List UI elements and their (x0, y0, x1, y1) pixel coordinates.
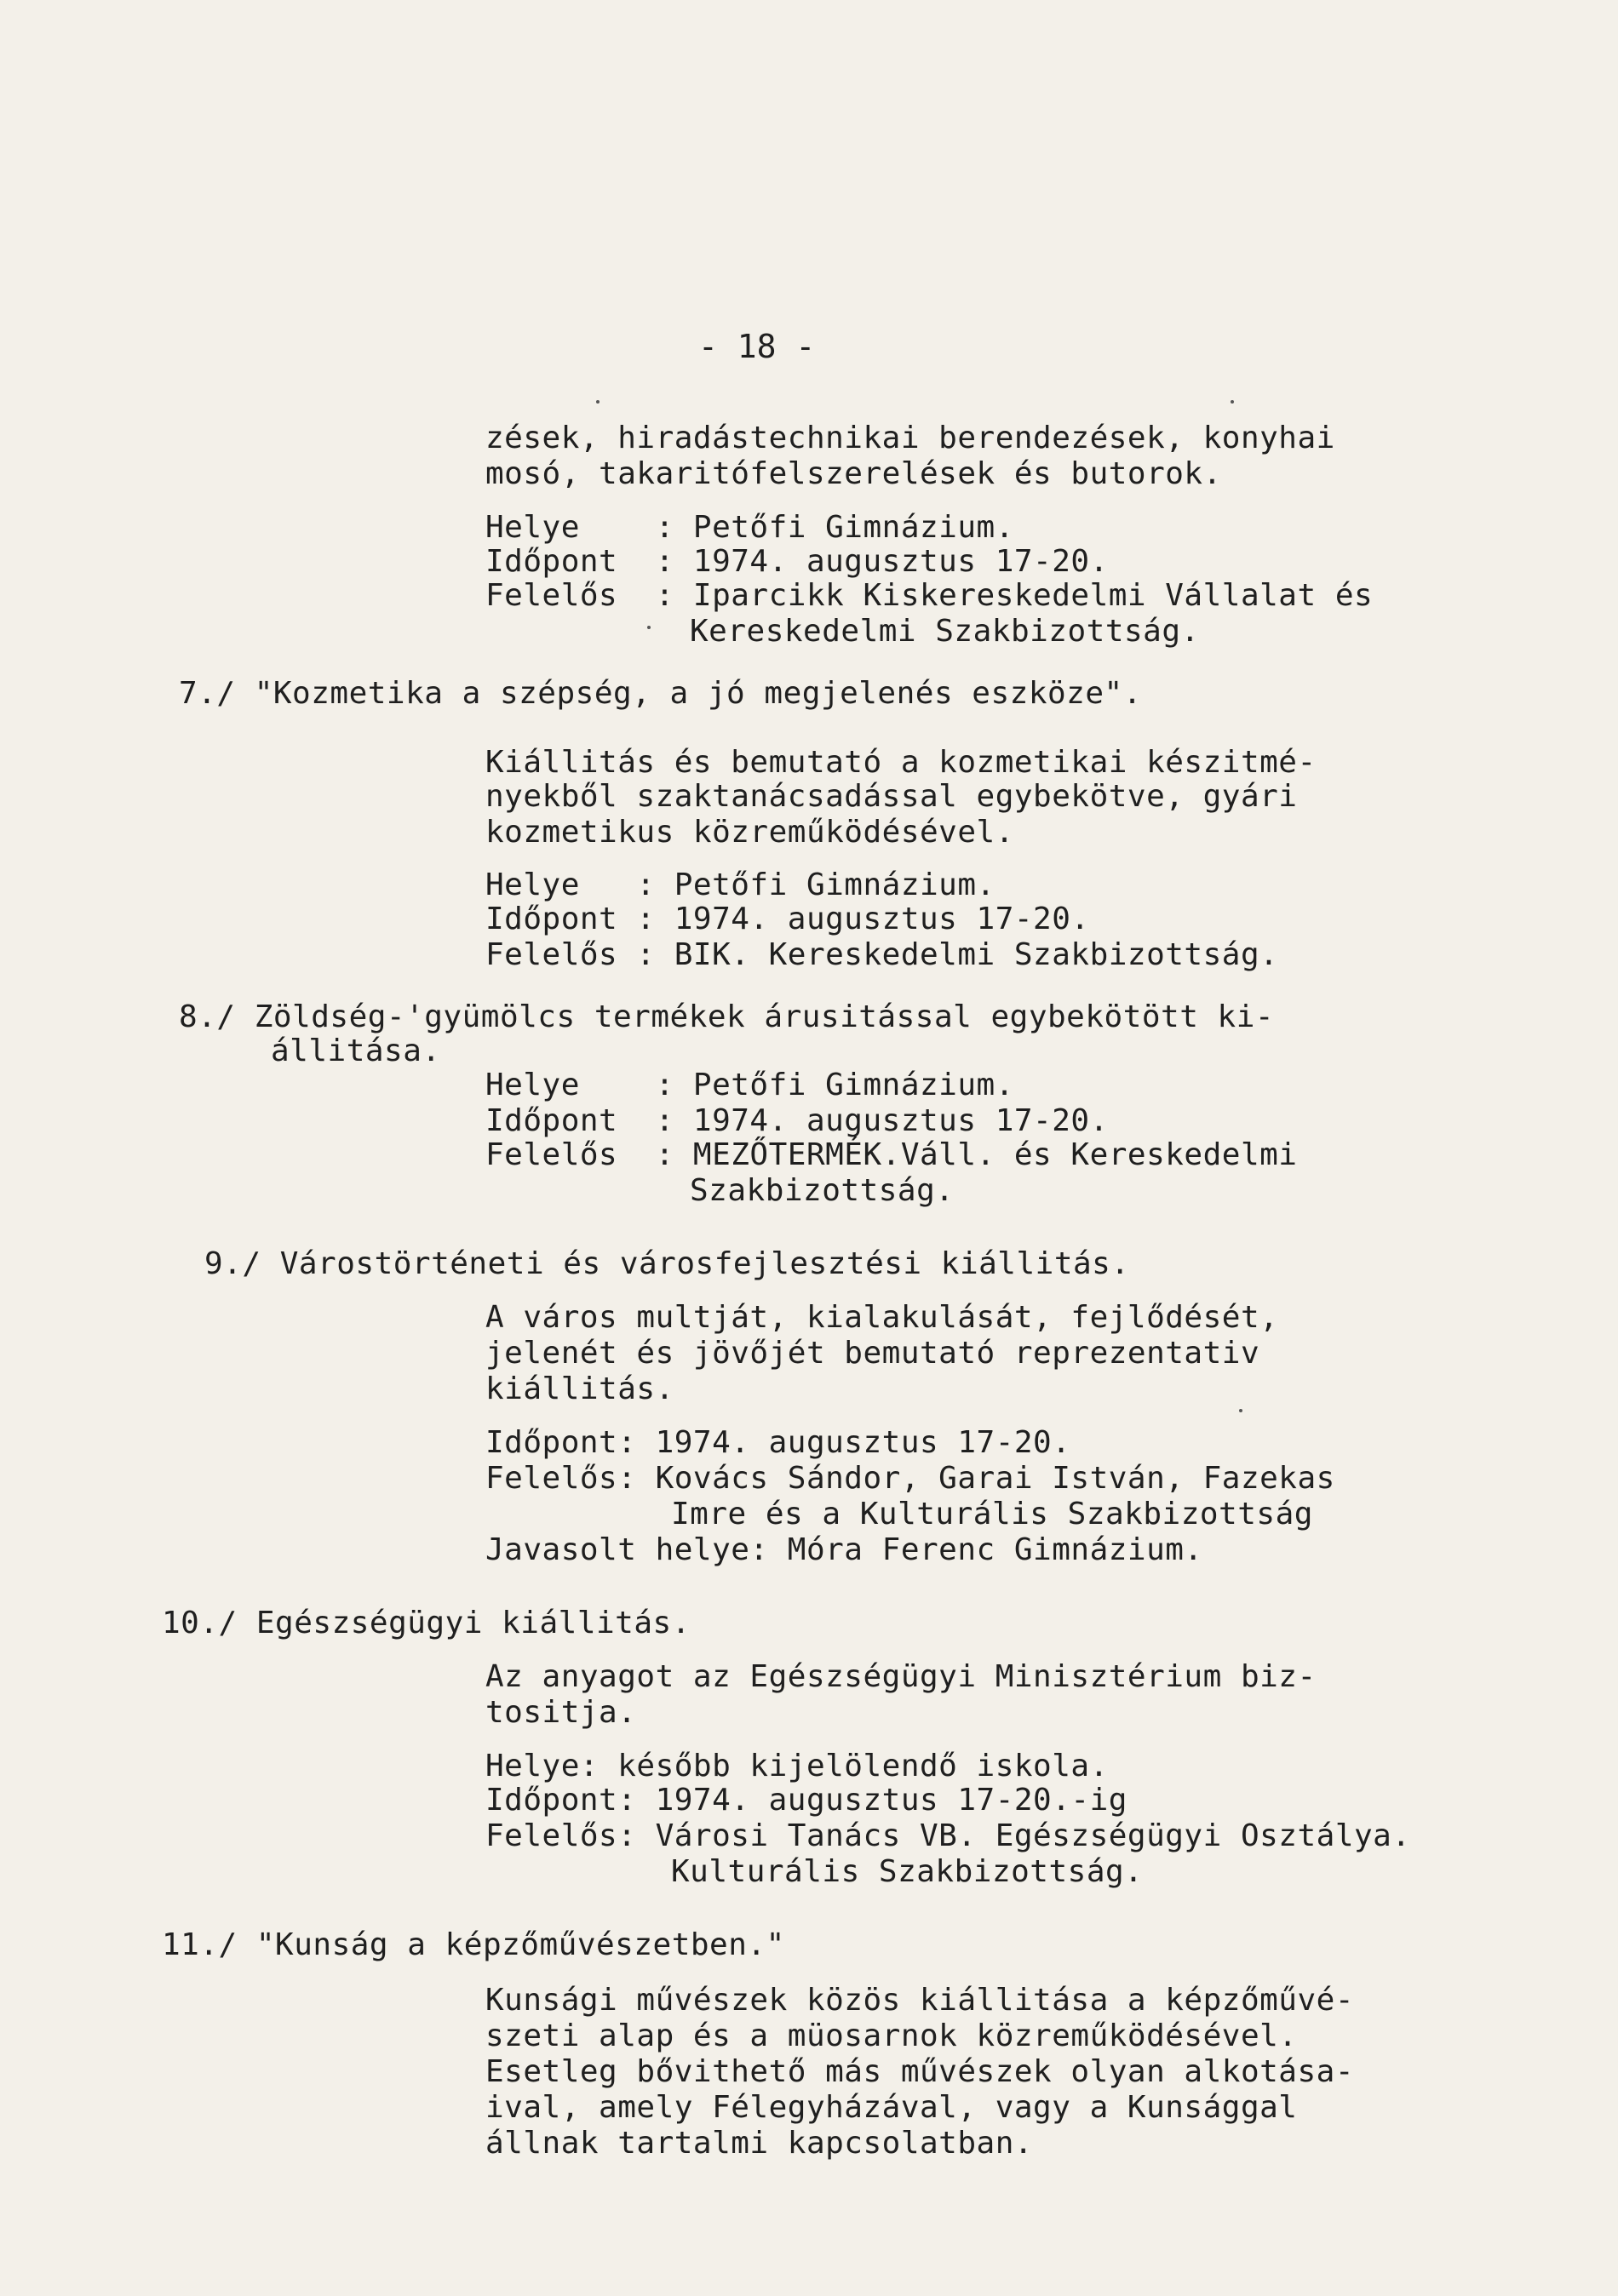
text-line: mosó, takaritófelszerelések és butorok. (485, 456, 1222, 491)
ink-speck (647, 626, 651, 629)
text-line: szeti alap és a müosarnok közreműködésével. (485, 2018, 1298, 2053)
text-line: Felelős : Iparcikk Kiskereskedelmi Vállalat és (485, 578, 1374, 613)
text-line: Javasolt helye: Móra Ferenc Gimnázium. (485, 1532, 1203, 1567)
text-line: állitása. (271, 1033, 441, 1068)
text-line: Időpont: 1974. augusztus 17-20.-ig (485, 1783, 1127, 1818)
text-line: 10./ Egészségügyi kiállitás. (162, 1606, 691, 1640)
text-line: Esetleg bővithető más művészek olyan alkotása- (485, 2054, 1354, 2089)
text-line: 9./ Várostörténeti és városfejlesztési kiállitás. (204, 1246, 1130, 1281)
text-line: Kiállitás és bemutató a kozmetikai készitmé- (485, 745, 1317, 780)
text-line: tositja. (485, 1695, 637, 1730)
text-line: Helye : Petőfi Gimnázium. (485, 867, 995, 902)
ink-speck (1239, 1409, 1242, 1412)
text-line: Helye: később kijelölendő iskola. (485, 1749, 1109, 1784)
text-line: Időpont : 1974. augusztus 17-20. (485, 1103, 1109, 1138)
text-line: 7./ "Kozmetika a szépség, a jó megjelenés eszköze". (179, 676, 1142, 711)
text-line: nyekből szaktanácsadással egybekötve, gyári (485, 779, 1298, 814)
text-line: Időpont : 1974. augusztus 17-20. (485, 902, 1090, 936)
text-line: Az anyagot az Egészségügyi Minisztérium biz- (485, 1659, 1317, 1694)
text-line: 8./ Zöldség-'gyümölcs termékek árusitással egybekötött ki- (179, 999, 1275, 1034)
text-line: Felelős: Kovács Sándor, Garai István, Fazekas (485, 1461, 1335, 1496)
text-line: ival, amely Félegyházával, vagy a Kunsággal (485, 2090, 1298, 2125)
text-line: Helye : Petőfi Gimnázium. (485, 1068, 1014, 1102)
text-line: Időpont: 1974. augusztus 17-20. (485, 1425, 1071, 1460)
text-line: Kunsági művészek közös kiállitása a képzőművé- (485, 1983, 1354, 2018)
text-line: állnak tartalmi kapcsolatban. (485, 2126, 1034, 2161)
text-line: Szakbizottság. (690, 1173, 955, 1208)
text-line: Időpont : 1974. augusztus 17-20. (485, 544, 1109, 579)
text-line: A város multját, kialakulását, fejlődését, (485, 1300, 1279, 1335)
text-line: kiállitás. (485, 1371, 674, 1406)
ink-speck (1231, 400, 1234, 404)
text-line: kozmetikus közreműködésével. (485, 815, 1014, 850)
text-line: zések, hiradástechnikai berendezések, konyhai (485, 421, 1335, 455)
text-line: jelenét és jövőjét bemutató reprezentativ (485, 1336, 1260, 1371)
text-line: Kereskedelmi Szakbizottság. (690, 614, 1200, 649)
text-line: Imre és a Kulturális Szakbizottság (671, 1497, 1313, 1532)
ink-speck (596, 400, 600, 404)
text-line: 11./ "Kunság a képzőművészetben." (162, 1927, 785, 1962)
text-line: Kulturális Szakbizottság. (671, 1854, 1144, 1889)
text-line: Helye : Petőfi Gimnázium. (485, 510, 1014, 545)
page-number: - 18 - (698, 328, 816, 365)
text-line: Felelős : BIK. Kereskedelmi Szakbizottság. (485, 937, 1279, 972)
text-line: Felelős : MEZŐTERMÉK.Váll. és Kereskedelmi (485, 1137, 1298, 1172)
text-line: Felelős: Városi Tanács VB. Egészségügyi Osztálya. (485, 1818, 1411, 1853)
